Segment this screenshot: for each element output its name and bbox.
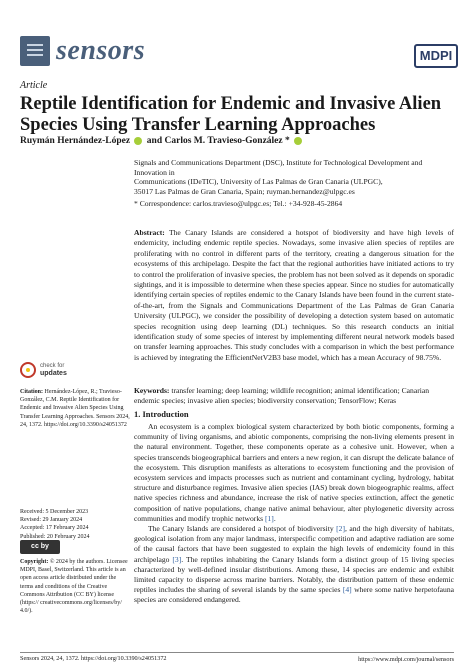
check-updates-text: check for <box>40 363 65 369</box>
date-received: Received: 5 December 2023 <box>20 509 89 515</box>
citation-label: Citation: <box>20 389 43 395</box>
paragraph-text: The Canary Islands are considered a hotspot of biodiversity <box>148 524 337 534</box>
copyright-label: Copyright: <box>20 559 49 565</box>
paragraph-text: . The reptiles inhabiting the Canary Islands form a distinct group of 15 living species characterized by well-defined insular distributions. Among these, 14 species are endemic and exhibit limited capacity to disperse across marine barriers. Notably, the distribution pattern of these endemic reptiles includes the sharing of several islands by the same species <box>134 554 454 595</box>
check-updates-text: updates <box>40 370 67 377</box>
author-list <box>20 136 304 146</box>
article-type: Article <box>20 80 48 91</box>
copyright-block <box>20 558 130 615</box>
paragraph <box>134 524 454 606</box>
section-heading: 1. Introduction <box>134 409 189 419</box>
page-footer <box>20 652 454 662</box>
date-revised: Revised: 29 January 2024 <box>20 517 83 524</box>
paragraph <box>134 422 454 524</box>
cc-license-badge[interactable]: cc by <box>20 540 60 554</box>
affiliation-line: Communications (IDeTIC), University of Las Palmas de Gran Canaria (ULPGC), <box>134 177 383 187</box>
citation-link[interactable]: [2] <box>336 524 345 534</box>
citation-text: Hernández-López, R.; Travieso-González, C.M. Reptile Identification for Endemic and Invasive Alien Species Using Transfer Learning Approaches. Sensors 2024, 24, 1372. https://doi.org/10.3390/s24051372 <box>20 389 130 428</box>
author-separator: and <box>146 136 163 146</box>
correspondence-line: * Correspondence: carlos.travieso@ulpgc.es; Tel.: +34-928-45-2864 <box>134 199 343 209</box>
citation-block <box>20 388 130 429</box>
publication-dates <box>20 508 130 541</box>
abstract <box>134 228 454 363</box>
orcid-icon[interactable] <box>134 137 142 145</box>
paragraph-text: , and the high diversity of habitats, geological isolation from any major landmass, interspecific competition and adaptive radiation are some of the causal factors that have been suggested to explain the high levels of endemicity found in this archipelago <box>134 524 454 564</box>
author-2[interactable]: Carlos M. Travieso-González * <box>164 136 290 146</box>
keywords-text: transfer learning; deep learning; wildlife recognition; animal identification; Canarian endemic species; invasive alien species; biodiversity conservation; TensorFlow; Keras <box>134 386 430 406</box>
journal-logo-icon <box>20 36 50 66</box>
orcid-icon[interactable] <box>294 137 302 145</box>
introduction-body <box>134 422 454 606</box>
paper-title: Reptile Identification for Endemic and Invasive Alien Species Using Transfer Learning Approaches <box>20 94 442 135</box>
keywords <box>134 386 454 407</box>
paragraph-text: . <box>273 513 276 523</box>
date-accepted: Accepted: 17 February 2024 <box>20 525 89 532</box>
affiliation-line: Signals and Communications Department (DSC), Institute for Technological Development and Innovation in <box>134 158 423 177</box>
citation-link[interactable]: [4] <box>342 585 352 595</box>
journal-name: sensors <box>56 35 146 66</box>
check-updates-icon <box>20 362 36 378</box>
abstract-text: The Canary Islands are considered a hotspot of biodiversity and have high levels of endemicity, including endemic reptile species. Nowadays, some invasive alien species of reptiles are proliferating with no control in different parts of the territory, creating a dangerous situation for the ecosystems of this archipelago. Despite the fact that the regional authorities have initiated actions to try to control the proliferation of invasive species, the problem has not been solved as it depends on sporadic sightings, and it is impossible to determine when these species appear. Since no studies for automatically identifying certain species of reptiles endemic to the Canary Islands have been found in the current state-of-the-art, from the Signals and Communications Department of the Las Palmas de Gran Canaria University (ULPGC), we consider the possibility of developing a detection system based on automatic species recognition using deep learning (DL) techniques. So this research conducts an initial identification study of some species of interest by implementing different neural network models based on transfer learning approaches. This study concludes with a comparison in which the best performance is achieved by integrating the EfficientNetV2B3 base model, which has a mean Accuracy of 98.75%. <box>134 228 454 362</box>
affiliations <box>134 158 454 209</box>
paragraph-text: where some native herpetofauna species are considered endangered. <box>134 585 454 605</box>
affiliation-line: 35017 Las Palmas de Gran Canaria, Spain; ruyman.hernandez@ulpgc.es <box>134 186 355 196</box>
citation-link[interactable]: [3] <box>172 554 182 564</box>
copyright-text: © 2024 by the authors. Licensee MDPI, Basel, Switzerland. This article is an open access article distributed under the terms and conditions of the Creative Commons Attribution (CC BY) license (https:// creativecommons.org/licenses/by/ 4.0/). <box>20 559 128 615</box>
author-1[interactable]: Ruymán Hernández-López <box>20 136 131 146</box>
date-published: Published: 20 February 2024 <box>20 533 90 540</box>
footer-journal-url[interactable]: https://www.mdpi.com/journal/sensors <box>358 656 454 663</box>
keywords-label: Keywords: <box>134 386 170 395</box>
paragraph-text: An ecosystem is a complex biological system characterized by both biotic components, forming a community of living organisms, and abiotic components, comprising the non-living elements present in the natural environment. Together, these components operate as a cohesive unit. However, when a species transcends biogeographical barriers and enters a new region, it can disrupt the delicate balance of the ecosystem. This disruption manifests as alterations to ecosystem functioning and the provision of ecosystem services and impacts processes such as nutrient and contaminant cycling, hydrology, habitat structure and disturbance regimes. Invasive alien species (IAS) break down biogeographic realms, affect native species richness and abundance, increase the risk of native species extinction, affect the genetic composition of native populations, change native animal behaviour, alter phylogenetic diversity across communities and modify trophic networks <box>134 422 454 523</box>
citation-link[interactable]: [1] <box>264 513 274 523</box>
abstract-label: Abstract: <box>134 228 165 237</box>
mdpi-logo: MDPI <box>414 44 458 68</box>
footer-citation[interactable]: Sensors 2024, 24, 1372. https://doi.org/10.3390/s24051372 <box>20 655 167 662</box>
